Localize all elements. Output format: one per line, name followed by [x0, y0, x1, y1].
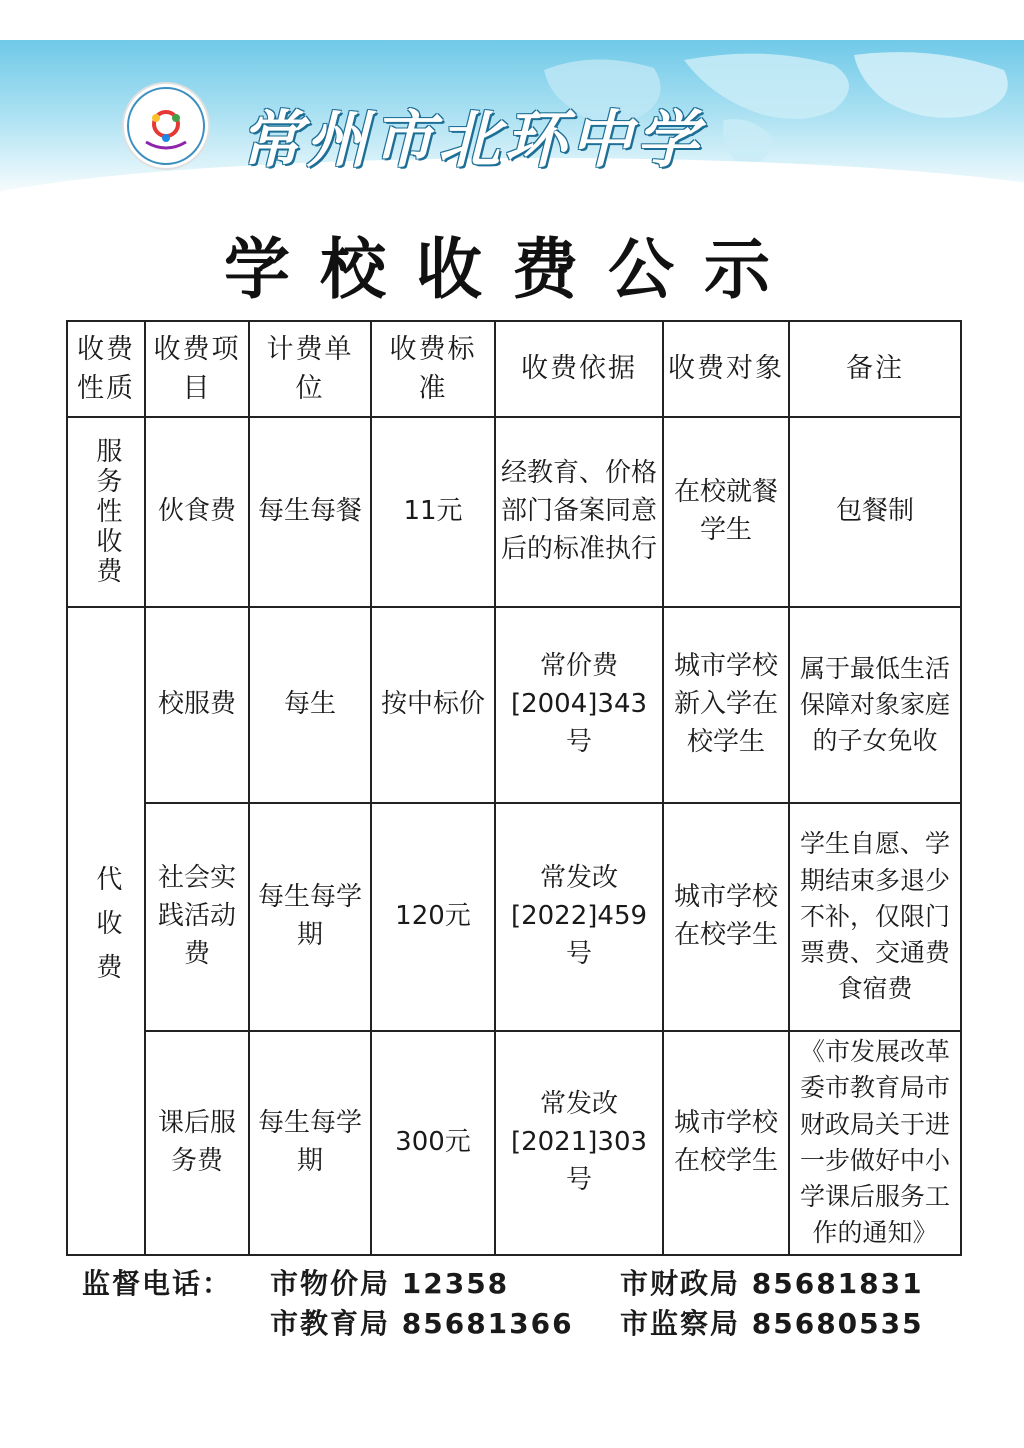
cell-nature: 服务性收费: [67, 417, 145, 607]
header-note: 备注: [789, 321, 961, 417]
table-row: [67, 607, 961, 803]
cell-item: 社会实践活动费: [145, 803, 249, 1031]
cell-unit: 每生每学期: [249, 803, 371, 1031]
cell-item: 课后服务费: [145, 1031, 249, 1255]
header-item: 收费项目: [145, 321, 249, 417]
header-basis: 收费依据: [495, 321, 663, 417]
cell-item: 校服费: [145, 607, 249, 803]
contact-price-bureau: 市物价局 12358: [270, 1267, 510, 1300]
cell-basis: 常发改[2021]303号: [495, 1031, 663, 1255]
header-standard: 收费标准: [371, 321, 495, 417]
cell-item: 伙食费: [145, 417, 249, 607]
school-logo-icon: [124, 84, 208, 168]
cell-target: 城市学校新入学在校学生: [663, 607, 789, 803]
cell-standard: 120元: [371, 803, 495, 1031]
header-unit: 计费单位: [249, 321, 371, 417]
fee-table: [66, 320, 962, 1256]
table-row: [67, 417, 961, 607]
cell-basis: 常发改[2022]459号: [495, 803, 663, 1031]
page-title: 学校收费公示: [224, 231, 800, 308]
cell-basis: 经教育、价格部门备案同意后的标准执行: [495, 417, 663, 607]
school-logo: [122, 82, 210, 170]
cell-target: 城市学校在校学生: [663, 803, 789, 1031]
school-name: 常州市北环中学: [240, 103, 703, 176]
cell-standard: 300元: [371, 1031, 495, 1255]
contact-row: [82, 1302, 962, 1342]
cell-note: 属于最低生活保障对象家庭的子女免收: [789, 607, 961, 803]
contact-education-bureau: 市教育局 85681366: [270, 1307, 574, 1340]
cell-unit: 每生: [249, 607, 371, 803]
cell-note: 《市发展改革委市教育局市财政局关于进一步做好中小学课后服务工作的通知》: [789, 1031, 961, 1255]
table-row: [67, 803, 961, 1031]
contact-label: 监督电话：: [82, 1267, 233, 1300]
cell-standard: 按中标价: [371, 607, 495, 803]
cell-target: 城市学校在校学生: [663, 1031, 789, 1255]
cell-note: 包餐制: [789, 417, 961, 607]
cell-standard: 11元: [371, 417, 495, 607]
table-header-row: [67, 321, 961, 417]
table-row: [67, 1031, 961, 1255]
cell-unit: 每生每学期: [249, 1031, 371, 1255]
supervision-contacts: [82, 1262, 962, 1342]
contact-finance-bureau: 市财政局 85681831: [620, 1267, 924, 1300]
header-target: 收费对象: [663, 321, 789, 417]
cell-basis: 常价费[2004]343号: [495, 607, 663, 803]
contact-row: [82, 1262, 962, 1302]
header-nature: 收费性质: [67, 321, 145, 417]
cell-nature: 代收费: [67, 607, 145, 1255]
contact-supervision-bureau: 市监察局 85680535: [620, 1307, 924, 1340]
cell-unit: 每生每餐: [249, 417, 371, 607]
cell-target: 在校就餐学生: [663, 417, 789, 607]
cell-note: 学生自愿、学期结束多退少不补，仅限门票费、交通费食宿费: [789, 803, 961, 1031]
